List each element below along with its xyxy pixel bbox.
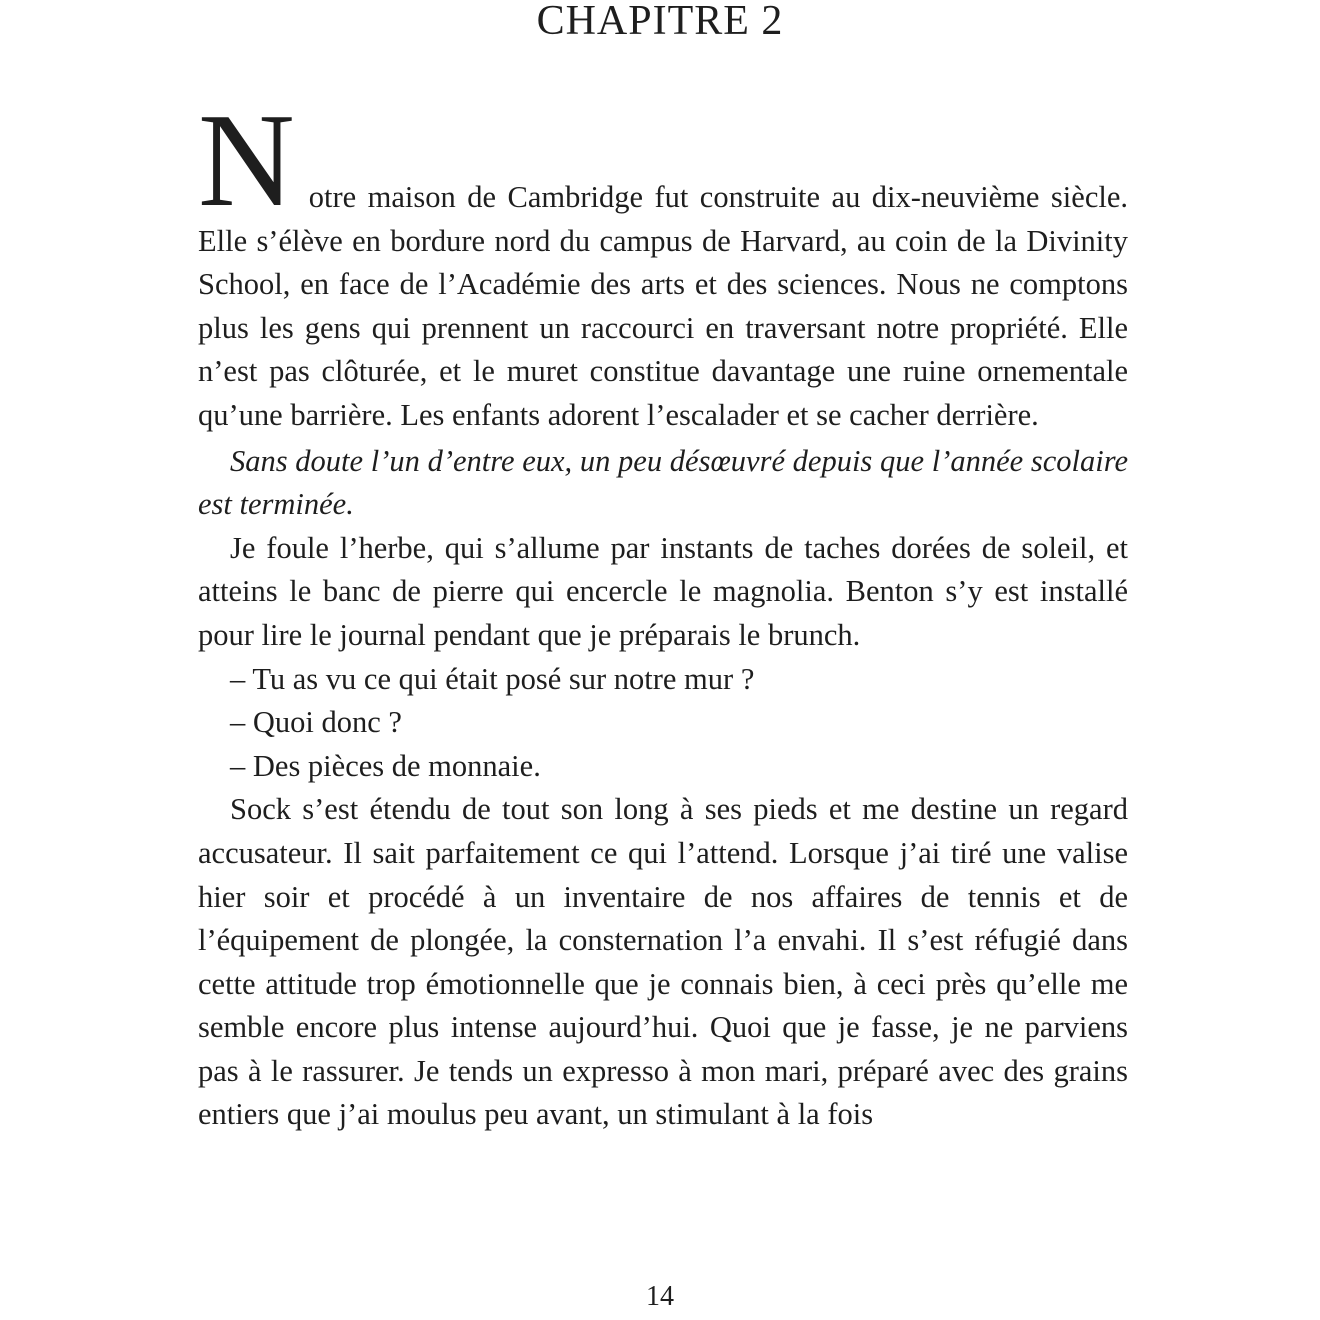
page-number: 14 [646, 1281, 674, 1312]
chapter-title: CHAPITRE 2 [536, 0, 784, 44]
dialogue-line-1: – Tu as vu ce qui était posé sur notre mur ? [230, 661, 755, 696]
paragraph-4: Sock s’est étendu de tout son long à ses pieds et me destine un regard accusateur. Il sait parfaitement ce qui l’attend. Lorsque j’ai tiré une valise hier soir et procédé à un inventaire de nos affaires de tennis et de l’équipement de plongée, la consternation l’a envahi. Il s’est réfugié dans cette attitude trop émotionnelle que je connais bien, à ceci près qu’elle me semble encore plus intense aujourd’hui. Quoi que je fasse, je ne parviens pas à le rassurer. Je tends un expresso à mon mari, préparé avec des grains entiers que j’ai moulus peu avant, un stimulant à la fois [198, 792, 1128, 1132]
paragraph-1 [198, 86, 1128, 438]
paragraph-3: Je foule l’herbe, qui s’allume par instants de taches dorées de soleil, et atteins le banc de pierre qui encercle le magnolia. Benton s’y est installé pour lire le journal pendant que je préparais le brunch. [198, 530, 1128, 652]
paragraph-1-text: otre maison de Cambridge fut construite au dix-neuvième siècle. Elle s’élève en bordure nord du campus de Harvard, au coin de la Divinity School, en face de l’Académie des arts et des sciences. Nous ne comptons plus les gens qui prennent un raccourci en traversant notre propriété. Elle n’est pas clôturée, et le muret constitue davantage une ruine ornementale qu’une barrière. Les enfants adorent l’escalader et se cacher derrière. [198, 180, 1128, 432]
dialogue-line-2: – Quoi donc ? [230, 705, 402, 740]
dialogue-line-3: – Des pièces de monnaie. [230, 748, 541, 783]
drop-cap: N [198, 86, 295, 234]
body-text [198, 86, 1128, 1137]
paragraph-2: Sans doute l’un d’entre eux, un peu désœuvré depuis que l’année scolaire est terminée. [198, 443, 1128, 522]
drop-cap-spacer [198, 108, 1128, 176]
